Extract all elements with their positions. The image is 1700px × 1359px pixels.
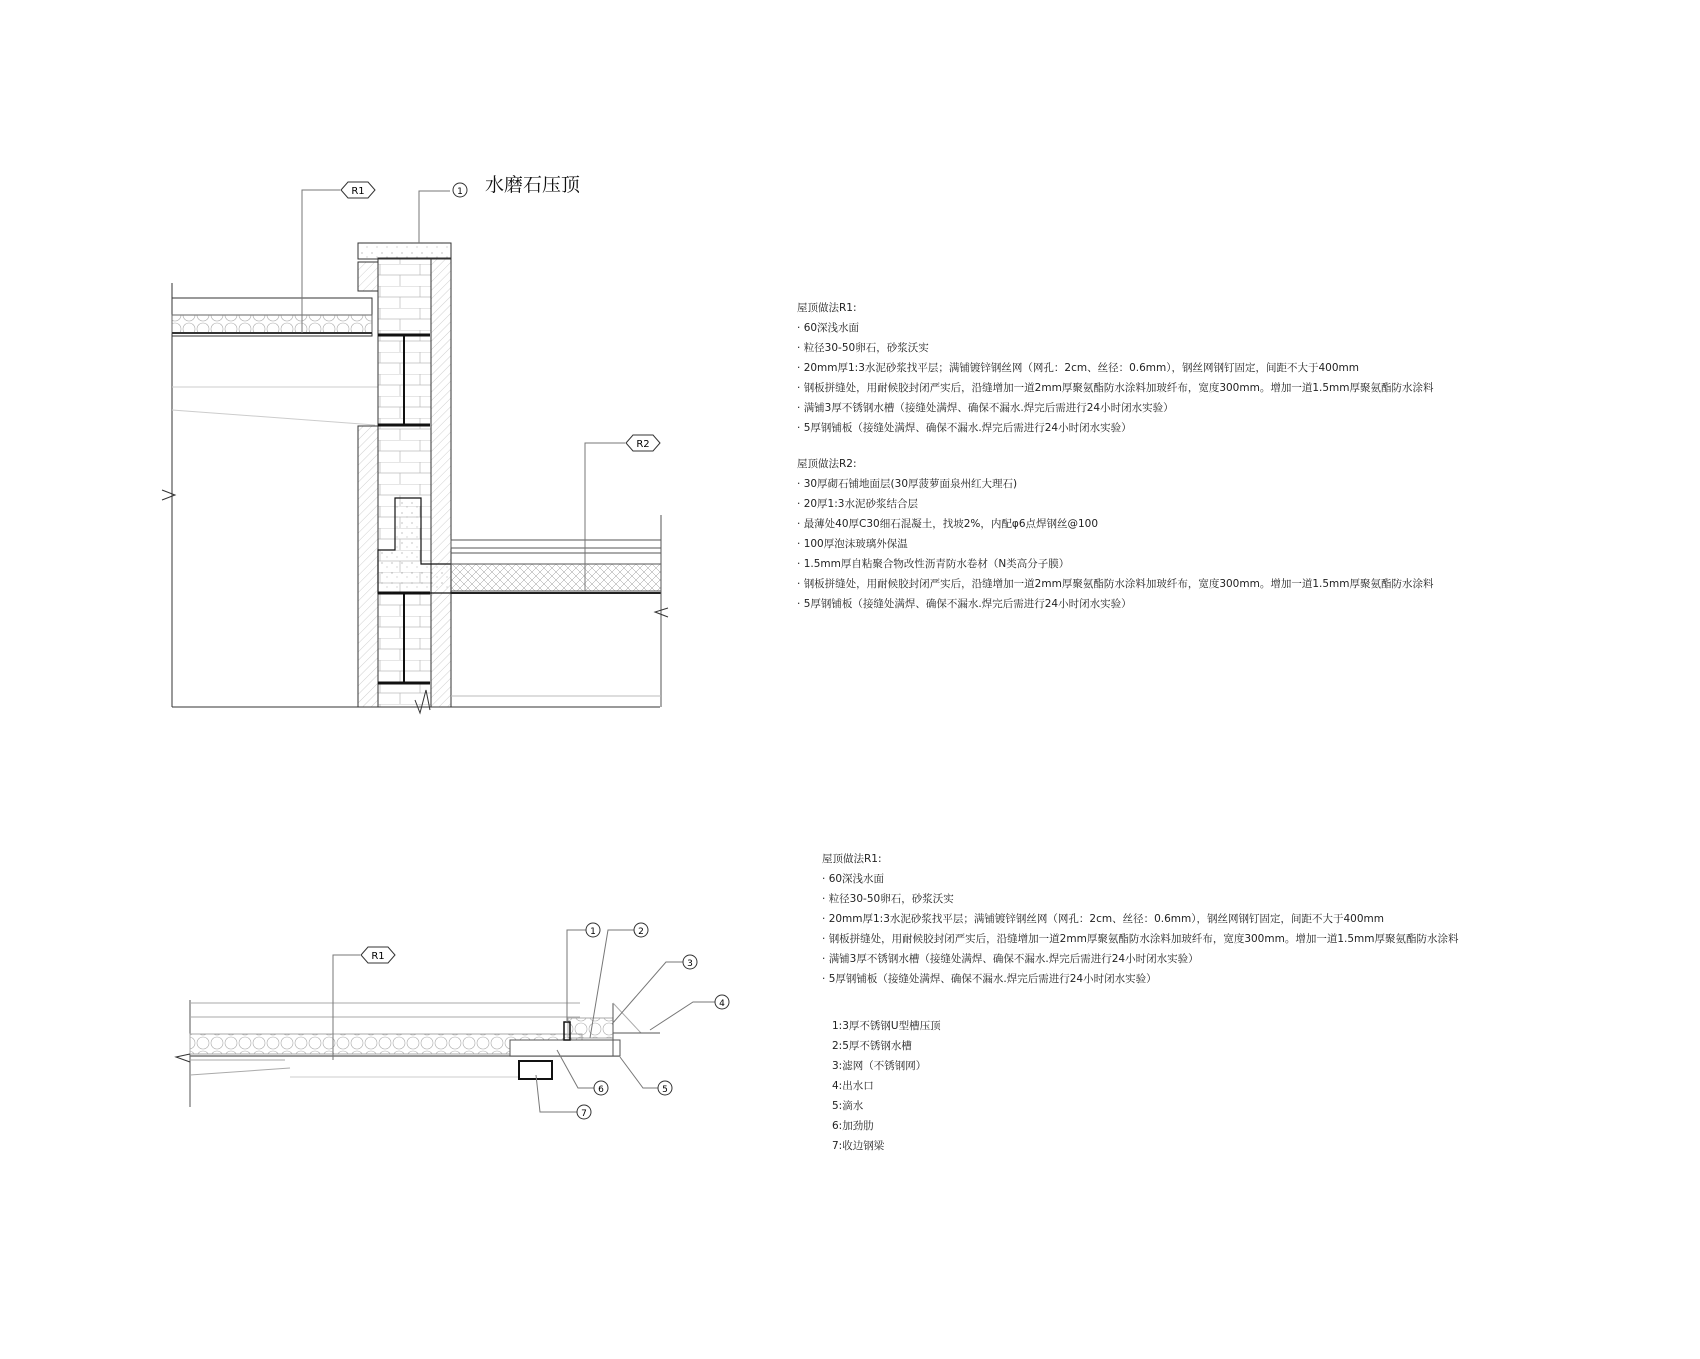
notes-top-r1: [797, 298, 1433, 438]
notes-heading: 屋顶做法R1:: [797, 302, 857, 314]
tag-3-bottom: [683, 955, 697, 969]
tag-5-bottom: [658, 1081, 672, 1095]
bottom-section-detail: [176, 930, 715, 1112]
note-item: · 钢板拼缝处，用耐候胶封闭严实后，沿缝增加一道2mm厚聚氨酯防水涂料加玻纤布，宽度300mm。增加一道1.5mm厚聚氨酯防水涂料: [822, 929, 1458, 949]
note-item: · 20mm厚1:3水泥砂浆找平层；满铺镀锌钢丝网（网孔：2cm、丝径：0.6mm），钢丝网钢钉固定，间距不大于400mm: [822, 909, 1458, 929]
svg-text:R2: R2: [636, 439, 650, 450]
detail-title: 水磨石压顶: [485, 174, 581, 196]
notes-top-r2: [797, 454, 1433, 614]
svg-text:5: 5: [662, 1085, 668, 1095]
legend: [832, 1016, 941, 1156]
note-item: · 粒径30-50卵石，砂浆沃实: [797, 338, 1433, 358]
note-item: · 满铺3厚不锈钢水槽（接缝处满焊、确保不漏水.焊完后需进行24小时闭水实验）: [822, 949, 1458, 969]
notes-heading: 屋顶做法R2:: [797, 458, 857, 470]
svg-text:7: 7: [581, 1109, 587, 1119]
note-item: · 最薄处40厚C30细石混凝土，找坡2%，内配φ6点焊钢丝@100: [797, 514, 1433, 534]
note-item: · 5厚钢铺板（接缝处满焊、确保不漏水.焊完后需进行24小时闭水实验）: [797, 418, 1433, 438]
note-item: · 60深浅水面: [822, 869, 1458, 889]
legend-item: 5:滴水: [832, 1100, 864, 1112]
legend-item: 7:收边钢梁: [832, 1140, 885, 1152]
tag-1-bottom: [586, 923, 600, 937]
tag-2-bottom: [634, 923, 648, 937]
note-item: · 20厚1:3水泥砂浆结合层: [797, 494, 1433, 514]
svg-text:R1: R1: [351, 186, 365, 197]
note-item: · 100厚泡沫玻璃外保温: [797, 534, 1433, 554]
legend-item: 1:3厚不锈钢U型槽压顶: [832, 1020, 941, 1032]
tag-r1-top: [341, 182, 375, 198]
tag-1-top: [453, 183, 467, 197]
tag-r1-bottom: [361, 947, 395, 963]
svg-text:R1: R1: [371, 951, 385, 962]
note-item: · 5厚钢铺板（接缝处满焊、确保不漏水.焊完后需进行24小时闭水实验）: [822, 969, 1458, 989]
legend-item: 6:加劲肋: [832, 1120, 874, 1132]
legend-item: 3:滤网（不锈钢网）: [832, 1060, 927, 1072]
note-item: · 钢板拼缝处，用耐候胶封闭严实后，沿缝增加一道2mm厚聚氨酯防水涂料加玻纤布，宽度300mm。增加一道1.5mm厚聚氨酯防水涂料: [797, 574, 1433, 594]
svg-text:1: 1: [457, 187, 463, 197]
top-section-detail: [162, 190, 668, 713]
note-item: · 20mm厚1:3水泥砂浆找平层；满铺镀锌钢丝网（网孔：2cm、丝径：0.6mm），钢丝网钢钉固定，间距不大于400mm: [797, 358, 1433, 378]
note-item: · 1.5mm厚自粘聚合物改性沥青防水卷材（N类高分子膜）: [797, 554, 1433, 574]
tag-r2-top: [626, 435, 660, 451]
svg-text:6: 6: [598, 1085, 604, 1095]
note-item: · 粒径30-50卵石，砂浆沃实: [822, 889, 1458, 909]
note-item: · 5厚钢铺板（接缝处满焊、确保不漏水.焊完后需进行24小时闭水实验）: [797, 594, 1433, 614]
tag-7-bottom: [577, 1105, 591, 1119]
tag-6-bottom: [594, 1081, 608, 1095]
note-item: · 钢板拼缝处，用耐候胶封闭严实后，沿缝增加一道2mm厚聚氨酯防水涂料加玻纤布，宽度300mm。增加一道1.5mm厚聚氨酯防水涂料: [797, 378, 1433, 398]
legend-item: 4:出水口: [832, 1080, 874, 1092]
svg-text:2: 2: [638, 927, 644, 937]
svg-text:3: 3: [687, 959, 693, 969]
note-item: · 30厚砌石铺地面层(30厚菠萝面泉州红大理石): [797, 474, 1433, 494]
notes-bottom-r1: [822, 849, 1458, 989]
note-item: · 60深浅水面: [797, 318, 1433, 338]
notes-heading: 屋顶做法R1:: [822, 853, 882, 865]
note-item: · 满铺3厚不锈钢水槽（接缝处满焊、确保不漏水.焊完后需进行24小时闭水实验）: [797, 398, 1433, 418]
legend-item: 2:5厚不锈钢水槽: [832, 1040, 912, 1052]
svg-text:4: 4: [719, 999, 725, 1009]
svg-text:1: 1: [590, 927, 596, 937]
tag-4-bottom: [715, 995, 729, 1009]
